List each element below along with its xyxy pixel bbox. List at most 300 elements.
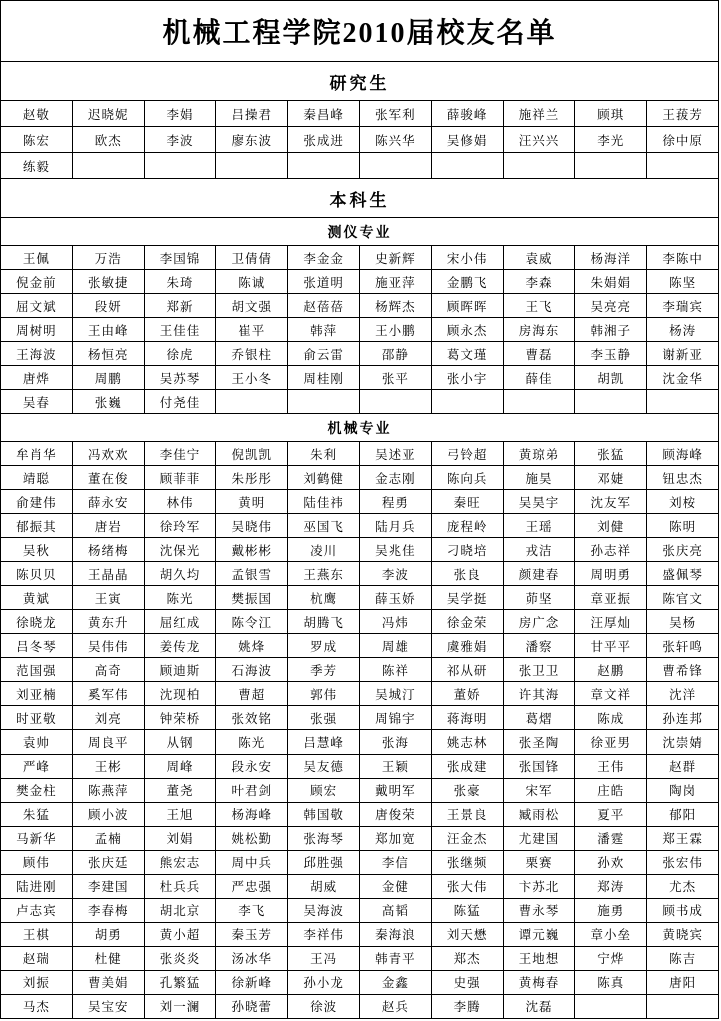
name-cell: 顾海峰	[647, 442, 719, 466]
name-cell: 谢新亚	[647, 342, 719, 366]
section-header-row	[1, 414, 719, 442]
name-cell: 靖聪	[1, 466, 73, 490]
name-cell: 赵群	[647, 754, 719, 778]
empty-cell	[503, 153, 575, 179]
name-cell: 吴杨	[647, 610, 719, 634]
name-cell: 郭伟	[288, 682, 360, 706]
name-cell: 孙晓蕾	[216, 994, 288, 1018]
name-cell: 倪凯凯	[216, 442, 288, 466]
name-cell: 杭鹰	[288, 586, 360, 610]
name-cell: 李腾	[431, 994, 503, 1018]
name-cell: 刘娟	[144, 826, 216, 850]
name-cell: 刁晓培	[431, 538, 503, 562]
name-cell: 刘亚楠	[1, 682, 73, 706]
name-cell: 徐虎	[144, 342, 216, 366]
table-row	[1, 850, 719, 874]
name-cell: 沈保光	[144, 538, 216, 562]
table-row	[1, 946, 719, 970]
name-cell: 沈友军	[575, 490, 647, 514]
name-cell: 段妍	[72, 294, 144, 318]
name-cell: 张强	[288, 706, 360, 730]
name-cell: 俞云雷	[288, 342, 360, 366]
table-row	[1, 318, 719, 342]
name-cell: 徐晓龙	[1, 610, 73, 634]
name-cell: 练毅	[1, 153, 73, 179]
name-cell: 罗成	[288, 634, 360, 658]
name-cell: 李祥伟	[288, 922, 360, 946]
name-cell: 金鑫	[359, 970, 431, 994]
name-cell: 薛骏峰	[431, 101, 503, 127]
name-cell: 陈燕萍	[72, 778, 144, 802]
name-cell: 王晶晶	[72, 562, 144, 586]
name-cell: 吴晓伟	[216, 514, 288, 538]
name-cell: 吴学挺	[431, 586, 503, 610]
name-cell: 郁振其	[1, 514, 73, 538]
section-header: 研究生	[1, 62, 719, 101]
empty-cell	[575, 153, 647, 179]
name-cell: 崔平	[216, 318, 288, 342]
name-cell: 陈成	[575, 706, 647, 730]
name-cell: 胡腾飞	[288, 610, 360, 634]
table-row	[1, 270, 719, 294]
name-cell: 曹美娟	[72, 970, 144, 994]
name-cell: 王伟	[575, 754, 647, 778]
name-cell: 陆进刚	[1, 874, 73, 898]
name-cell: 吕操君	[216, 101, 288, 127]
name-cell: 钟荣桥	[144, 706, 216, 730]
name-cell: 陈光	[144, 586, 216, 610]
name-cell: 范国强	[1, 658, 73, 682]
name-cell: 顾宏	[288, 778, 360, 802]
name-cell: 朱利	[288, 442, 360, 466]
name-cell: 吴伟伟	[72, 634, 144, 658]
name-cell: 万浩	[72, 246, 144, 270]
name-cell: 刘桉	[647, 490, 719, 514]
empty-cell	[216, 153, 288, 179]
name-cell: 陈官文	[647, 586, 719, 610]
table-row	[1, 538, 719, 562]
name-cell: 沈磊	[503, 994, 575, 1018]
name-cell: 王海波	[1, 342, 73, 366]
name-cell: 郑加宽	[359, 826, 431, 850]
name-cell: 刘一澜	[144, 994, 216, 1018]
name-cell: 王彬	[72, 754, 144, 778]
name-cell: 王佳佳	[144, 318, 216, 342]
name-cell: 巫国飞	[288, 514, 360, 538]
name-cell: 张庆廷	[72, 850, 144, 874]
name-cell: 黄梅春	[503, 970, 575, 994]
name-cell: 吴城汀	[359, 682, 431, 706]
name-cell: 樊金柱	[1, 778, 73, 802]
empty-cell	[144, 153, 216, 179]
name-cell: 李陈中	[647, 246, 719, 270]
name-cell: 孟银雪	[216, 562, 288, 586]
name-cell: 吴亮亮	[575, 294, 647, 318]
name-cell: 顾小波	[72, 802, 144, 826]
empty-cell	[359, 390, 431, 414]
name-cell: 李瑞宾	[647, 294, 719, 318]
name-cell: 甘平平	[575, 634, 647, 658]
name-cell: 顾菲菲	[144, 466, 216, 490]
name-cell: 韩萍	[288, 318, 360, 342]
name-cell: 施勇	[575, 898, 647, 922]
name-cell: 张宏伟	[647, 850, 719, 874]
name-cell: 徐亚男	[575, 730, 647, 754]
table-row	[1, 366, 719, 390]
name-cell: 朱琦	[144, 270, 216, 294]
name-cell: 施祥兰	[503, 101, 575, 127]
name-cell: 周明勇	[575, 562, 647, 586]
table-row	[1, 610, 719, 634]
section-header-row	[1, 179, 719, 218]
name-cell: 陈坚	[647, 270, 719, 294]
name-cell: 戎洁	[503, 538, 575, 562]
name-cell: 袁帅	[1, 730, 73, 754]
name-cell: 李玉静	[575, 342, 647, 366]
name-cell: 黄斌	[1, 586, 73, 610]
name-cell: 刘天懋	[431, 922, 503, 946]
empty-cell	[216, 390, 288, 414]
name-cell: 唐阳	[647, 970, 719, 994]
name-cell: 史强	[431, 970, 503, 994]
table-row	[1, 101, 719, 127]
table-row	[1, 922, 719, 946]
name-cell: 张庆亮	[647, 538, 719, 562]
name-cell: 石海波	[216, 658, 288, 682]
name-cell: 王佩	[1, 246, 73, 270]
name-cell: 王景良	[431, 802, 503, 826]
name-cell: 陶岗	[647, 778, 719, 802]
name-cell: 马新华	[1, 826, 73, 850]
name-cell: 金志刚	[359, 466, 431, 490]
name-cell: 王棋	[1, 922, 73, 946]
name-cell: 吴苏琴	[144, 366, 216, 390]
name-cell: 曹磊	[503, 342, 575, 366]
name-cell: 周中兵	[216, 850, 288, 874]
name-cell: 王寅	[72, 586, 144, 610]
name-cell: 林伟	[144, 490, 216, 514]
name-cell: 韩青平	[359, 946, 431, 970]
name-cell: 高奇	[72, 658, 144, 682]
section-header: 本科生	[1, 179, 719, 218]
name-cell: 王菝芳	[647, 101, 719, 127]
table-row	[1, 778, 719, 802]
name-cell: 屈文斌	[1, 294, 73, 318]
name-cell: 汪金杰	[431, 826, 503, 850]
name-cell: 秦旺	[431, 490, 503, 514]
name-cell: 徐新峰	[216, 970, 288, 994]
name-cell: 吕冬琴	[1, 634, 73, 658]
name-cell: 张海	[359, 730, 431, 754]
name-cell: 尤建国	[503, 826, 575, 850]
name-cell: 陈兴华	[359, 127, 431, 153]
name-cell: 王由峰	[72, 318, 144, 342]
name-cell: 严忠强	[216, 874, 288, 898]
table-row	[1, 634, 719, 658]
name-cell: 黄小超	[144, 922, 216, 946]
name-cell: 庄皓	[575, 778, 647, 802]
table-row	[1, 153, 719, 179]
name-cell: 郁阳	[647, 802, 719, 826]
table-row	[1, 754, 719, 778]
name-cell: 王燕东	[288, 562, 360, 586]
name-cell: 屈红成	[144, 610, 216, 634]
name-cell: 韩国敬	[288, 802, 360, 826]
name-cell: 李飞	[216, 898, 288, 922]
name-cell: 叶君剑	[216, 778, 288, 802]
name-cell: 汪厚灿	[575, 610, 647, 634]
name-cell: 邵静	[359, 342, 431, 366]
name-cell: 顾书成	[647, 898, 719, 922]
name-cell: 宋小伟	[431, 246, 503, 270]
name-cell: 赵瑞	[1, 946, 73, 970]
name-cell: 袁威	[503, 246, 575, 270]
name-cell: 周桂刚	[288, 366, 360, 390]
table-row	[1, 874, 719, 898]
name-cell: 顾迪斯	[144, 658, 216, 682]
name-cell: 朱猛	[1, 802, 73, 826]
table-row	[1, 514, 719, 538]
name-cell: 胡文强	[216, 294, 288, 318]
name-cell: 从钢	[144, 730, 216, 754]
name-cell: 顾伟	[1, 850, 73, 874]
name-cell: 孙连邦	[647, 706, 719, 730]
name-cell: 沈洋	[647, 682, 719, 706]
name-cell: 孙小龙	[288, 970, 360, 994]
name-cell: 徐金荣	[431, 610, 503, 634]
name-cell: 王颖	[359, 754, 431, 778]
empty-cell	[288, 390, 360, 414]
name-cell: 房海东	[503, 318, 575, 342]
name-cell: 吕慧峰	[288, 730, 360, 754]
name-cell: 刘亮	[72, 706, 144, 730]
name-cell: 孙志祥	[575, 538, 647, 562]
table-row	[1, 586, 719, 610]
name-cell: 胡勇	[72, 922, 144, 946]
table-row	[1, 442, 719, 466]
name-cell: 周树明	[1, 318, 73, 342]
name-cell: 张猛	[575, 442, 647, 466]
name-cell: 陈贝贝	[1, 562, 73, 586]
name-cell: 欧杰	[72, 127, 144, 153]
name-cell: 刘鹤健	[288, 466, 360, 490]
name-cell: 弓铃超	[431, 442, 503, 466]
name-cell: 李春梅	[72, 898, 144, 922]
name-cell: 唐烨	[1, 366, 73, 390]
name-cell: 张卫卫	[503, 658, 575, 682]
name-cell: 王飞	[503, 294, 575, 318]
name-cell: 顾琪	[575, 101, 647, 127]
name-cell: 卞苏北	[503, 874, 575, 898]
name-cell: 房广念	[503, 610, 575, 634]
section-header-row	[1, 62, 719, 101]
name-cell: 程勇	[359, 490, 431, 514]
name-cell: 张国锋	[503, 754, 575, 778]
name-cell: 张敏捷	[72, 270, 144, 294]
empty-cell	[647, 994, 719, 1018]
name-cell: 葛文瑾	[431, 342, 503, 366]
name-cell: 章文祥	[575, 682, 647, 706]
name-cell: 宁烨	[575, 946, 647, 970]
name-cell: 王小冬	[216, 366, 288, 390]
name-cell: 顾永杰	[431, 318, 503, 342]
name-cell: 许其海	[503, 682, 575, 706]
table-row	[1, 342, 719, 366]
name-cell: 周鹏	[72, 366, 144, 390]
name-cell: 谭元巍	[503, 922, 575, 946]
name-cell: 张效铭	[216, 706, 288, 730]
name-cell: 周峰	[144, 754, 216, 778]
name-cell: 陈向兵	[431, 466, 503, 490]
name-cell: 李波	[144, 127, 216, 153]
name-cell: 孟楠	[72, 826, 144, 850]
name-cell: 汪兴兴	[503, 127, 575, 153]
name-cell: 吴秋	[1, 538, 73, 562]
name-cell: 胡久均	[144, 562, 216, 586]
name-cell: 冯炜	[359, 610, 431, 634]
name-cell: 栗赛	[503, 850, 575, 874]
name-cell: 陈宏	[1, 127, 73, 153]
name-cell: 李佳宁	[144, 442, 216, 466]
name-cell: 时亚敬	[1, 706, 73, 730]
name-cell: 张军利	[359, 101, 431, 127]
empty-cell	[647, 153, 719, 179]
name-cell: 沈金华	[647, 366, 719, 390]
name-cell: 赵敬	[1, 101, 73, 127]
empty-cell	[503, 390, 575, 414]
name-cell: 陈真	[575, 970, 647, 994]
name-cell: 周雄	[359, 634, 431, 658]
name-cell: 陈祥	[359, 658, 431, 682]
name-cell: 王旭	[144, 802, 216, 826]
name-cell: 秦玉芳	[216, 922, 288, 946]
name-cell: 张小宇	[431, 366, 503, 390]
name-cell: 张成进	[288, 127, 360, 153]
table-row	[1, 127, 719, 153]
empty-cell	[575, 994, 647, 1018]
name-cell: 祁从研	[431, 658, 503, 682]
name-cell: 李波	[359, 562, 431, 586]
name-cell: 章亚振	[575, 586, 647, 610]
name-cell: 凌川	[288, 538, 360, 562]
name-cell: 陆佳祎	[288, 490, 360, 514]
name-cell: 吴昊宇	[503, 490, 575, 514]
name-cell: 付尧佳	[144, 390, 216, 414]
empty-cell	[431, 390, 503, 414]
name-cell: 胡凯	[575, 366, 647, 390]
name-cell: 季芳	[288, 658, 360, 682]
name-cell: 迟晓妮	[72, 101, 144, 127]
name-cell: 汤冰华	[216, 946, 288, 970]
table-row	[1, 490, 719, 514]
table-row	[1, 994, 719, 1018]
name-cell: 严峰	[1, 754, 73, 778]
table-row	[1, 682, 719, 706]
name-cell: 盛佩琴	[647, 562, 719, 586]
table-row	[1, 466, 719, 490]
name-cell: 秦海浪	[359, 922, 431, 946]
name-cell: 熊宏志	[144, 850, 216, 874]
empty-cell	[575, 390, 647, 414]
table-row	[1, 802, 719, 826]
name-cell: 胡威	[288, 874, 360, 898]
page-title: 机械工程学院2010届校友名单	[1, 1, 719, 62]
name-cell: 陈吉	[647, 946, 719, 970]
table-row	[1, 898, 719, 922]
name-cell: 陈光	[216, 730, 288, 754]
name-cell: 曹希锋	[647, 658, 719, 682]
name-cell: 虞雅娟	[431, 634, 503, 658]
name-cell: 周良平	[72, 730, 144, 754]
name-cell: 黄琼弟	[503, 442, 575, 466]
empty-cell	[288, 153, 360, 179]
name-cell: 杨恒亮	[72, 342, 144, 366]
name-cell: 郑王霖	[647, 826, 719, 850]
name-cell: 倪金前	[1, 270, 73, 294]
name-cell: 徐中原	[647, 127, 719, 153]
name-cell: 奚军伟	[72, 682, 144, 706]
name-cell: 张平	[359, 366, 431, 390]
name-cell: 王冯	[288, 946, 360, 970]
name-cell: 邓婕	[575, 466, 647, 490]
name-cell: 张成建	[431, 754, 503, 778]
name-cell: 施昊	[503, 466, 575, 490]
name-cell: 张海琴	[288, 826, 360, 850]
name-cell: 李娟	[144, 101, 216, 127]
name-cell: 沈现柏	[144, 682, 216, 706]
name-cell: 张圣陶	[503, 730, 575, 754]
name-cell: 唐俊荣	[359, 802, 431, 826]
title-row	[1, 1, 719, 62]
name-cell: 薛永安	[72, 490, 144, 514]
name-cell: 吴友德	[288, 754, 360, 778]
name-cell: 陈猛	[431, 898, 503, 922]
name-cell: 赵兵	[359, 994, 431, 1018]
name-cell: 董尧	[144, 778, 216, 802]
name-cell: 刘健	[575, 514, 647, 538]
name-cell: 李信	[359, 850, 431, 874]
name-cell: 唐岩	[72, 514, 144, 538]
name-cell: 孙欢	[575, 850, 647, 874]
name-cell: 葛熠	[503, 706, 575, 730]
name-cell: 张继频	[431, 850, 503, 874]
name-cell: 朱娟娟	[575, 270, 647, 294]
name-cell: 章小垒	[575, 922, 647, 946]
section-header: 机械专业	[1, 414, 719, 442]
name-cell: 牟肖华	[1, 442, 73, 466]
name-cell: 薛佳	[503, 366, 575, 390]
name-cell: 戴明军	[359, 778, 431, 802]
name-cell: 史新辉	[359, 246, 431, 270]
name-cell: 薛玉娇	[359, 586, 431, 610]
name-cell: 杨辉杰	[359, 294, 431, 318]
name-cell: 韩湘子	[575, 318, 647, 342]
name-cell: 徐波	[288, 994, 360, 1018]
name-cell: 张大伟	[431, 874, 503, 898]
name-cell: 沈崇婧	[647, 730, 719, 754]
name-cell: 刘振	[1, 970, 73, 994]
name-cell: 吴述亚	[359, 442, 431, 466]
name-cell: 臧雨松	[503, 802, 575, 826]
section-header-row	[1, 218, 719, 246]
table-row	[1, 658, 719, 682]
table-row	[1, 730, 719, 754]
name-cell: 朱彤彤	[216, 466, 288, 490]
table-row	[1, 706, 719, 730]
name-cell: 张巍	[72, 390, 144, 414]
name-cell: 杜健	[72, 946, 144, 970]
name-cell: 李森	[503, 270, 575, 294]
